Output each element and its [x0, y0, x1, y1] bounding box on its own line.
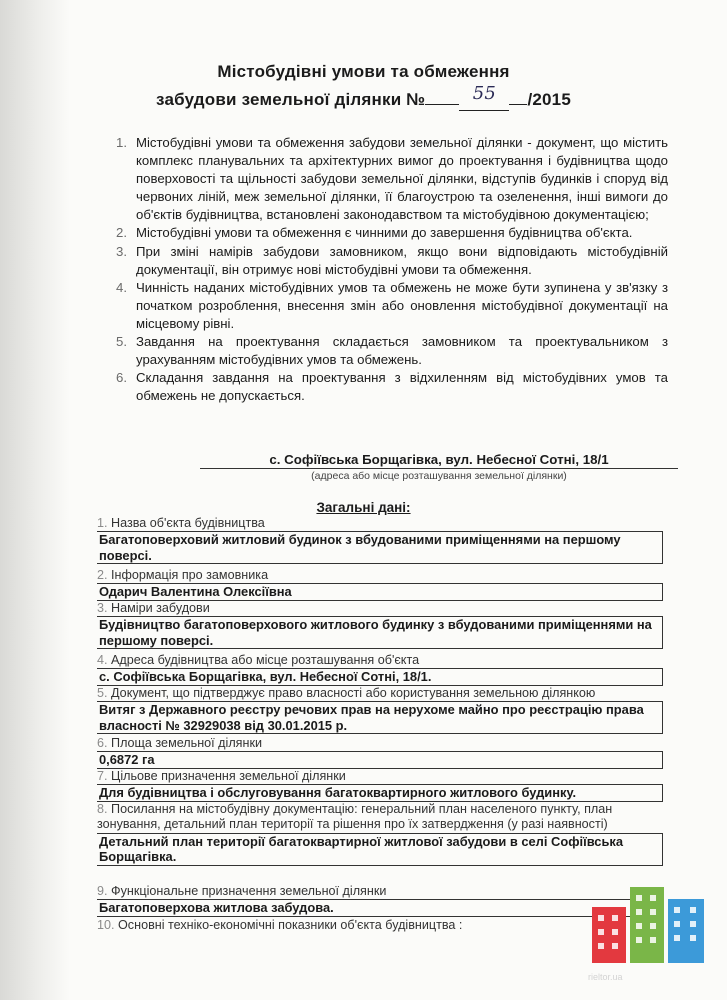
field-number: 2. [97, 568, 108, 582]
intro-item-text: Складання завдання на проектування з відхиленням від містобудівних умов та обмежень не допускається. [136, 370, 668, 404]
field-key-indicators [97, 918, 663, 933]
intro-item-number: 5. [116, 334, 127, 350]
field-label-text: Документ, що підтверджує право власності або користування земельною ділянкою [111, 686, 596, 700]
field-value: с. Софіївська Борщагівка, вул. Небесної Сотні, 18/1. [97, 668, 663, 685]
intro-item-text: Завдання на проектування складається замовником та проектувальником з урахуванням містобудівних умов та обмежень. [136, 334, 668, 368]
field-purpose [97, 769, 663, 802]
number-underline-left [425, 104, 459, 105]
field-label [97, 918, 663, 933]
field-number: 3. [97, 601, 108, 615]
field-value: Будівництво багатоповерхового житлового будинку з вбудованими приміщеннями на першому поверсі. [97, 616, 663, 649]
field-number: 7. [97, 769, 108, 783]
handwritten-number: 55 [472, 83, 497, 104]
field-number: 6. [97, 736, 108, 750]
field-label-text: Назва об'єкта будівництва [111, 516, 265, 530]
watermark-text: rieltor.ua [588, 972, 623, 982]
field-number: 9. [97, 884, 108, 898]
field-value: Витяг з Державного реєстру речових прав на нерухоме майно про реєстрацію права власності № 32929038 від 30.01.2015 р. [97, 701, 663, 734]
intro-item [112, 224, 668, 242]
field-label [97, 601, 663, 616]
intro-item-number: 2. [116, 225, 127, 241]
field-label-text: Адреса будівництва або місце розташування об'єкта [111, 653, 420, 667]
field-land-area [97, 736, 663, 769]
field-label [97, 884, 663, 899]
title-prefix: забудови земельної ділянки № [156, 90, 426, 109]
intro-item-number: 4. [116, 279, 127, 295]
intro-item-number: 1. [116, 135, 127, 150]
intro-item-text: Містобудівні умови та обмеження є чинними до завершення будівництва об'єкта. [136, 225, 633, 241]
field-value: Багатоповерхова житлова забудова. [97, 899, 663, 916]
buildings-logo-icon [590, 885, 708, 965]
field-label-text: Інформація про замовника [111, 568, 269, 582]
field-customer [97, 568, 663, 601]
field-number: 5. [97, 686, 108, 700]
field-value: Одарич Валентина Олексіївна [97, 583, 663, 600]
field-label [97, 769, 663, 784]
field-label [97, 516, 663, 531]
document-title-line2 [0, 83, 727, 111]
number-underline-right [509, 104, 527, 105]
field-value: 0,6872 га [97, 751, 663, 768]
field-label [97, 736, 663, 751]
intro-item-number: 3. [116, 243, 127, 259]
field-intentions [97, 601, 663, 649]
field-ownership-document [97, 686, 663, 734]
intro-item [112, 134, 668, 224]
intro-list [112, 134, 668, 405]
field-label [97, 802, 663, 833]
field-number: 4. [97, 653, 108, 667]
field-label [97, 653, 663, 668]
field-value: Для будівництва і обслуговування багатоквартирного житлового будинку. [97, 784, 663, 801]
field-label-text: Цільове призначення земельної ділянки [111, 769, 346, 783]
intro-item-text: При зміні намірів забудови замовником, якщо вони відповідають містобудівній документації, він отримує нові містобудівні умови та обмеження. [136, 243, 668, 277]
field-label-text: Функціональне призначення земельної ділянки [111, 884, 387, 898]
field-number: 8. [97, 802, 108, 816]
field-label-text: Площа земельної ділянки [111, 736, 262, 750]
field-number: 10. [97, 918, 115, 932]
site-address: с. Софіївська Борщагівка, вул. Небесної Сотні, 18/1 [200, 452, 678, 469]
intro-item-text: Містобудівні умови та обмеження забудови земельної ділянки - документ, що містить комплекс планувальних та архітектурних вимог до проектування і будівництва щодо поверховості та щільності забудови земельної ділянки, відступів будинків і споруд від червоних ліній, меж земельної ділянки, її благоустрою та озеленення, інші вимоги до об'єктів будівництва, встановлені законодавством та містобудівною документацією; [136, 135, 668, 223]
field-value: Детальний план території багатоквартирної житлової забудови в селі Софіївська Борщагівка. [97, 833, 663, 866]
field-label-text: Основні техніко-економічні показники об'єкта будівництва : [118, 918, 463, 932]
field-label-text: Наміри забудови [111, 601, 210, 615]
intro-item [112, 243, 668, 279]
field-object-name [97, 516, 663, 564]
intro-item [112, 369, 668, 405]
general-data-heading: Загальні дані: [316, 500, 411, 515]
number-underline [459, 83, 509, 111]
site-address-caption: (адреса або місце розташування земельної ділянки) [311, 470, 567, 482]
intro-item-number: 6. [116, 370, 127, 386]
intro-item [112, 279, 668, 333]
field-functional-purpose [97, 884, 663, 917]
field-build-address [97, 653, 663, 686]
field-label [97, 568, 663, 583]
field-number: 1. [97, 516, 108, 530]
title-suffix: /2015 [527, 90, 571, 109]
field-label [97, 686, 663, 701]
document-title: Містобудівні умови та обмеження [217, 62, 510, 81]
field-label-text: Посилання на містобудівну документацію: генеральний план населеного пункту, план зонування, детальний план території та рішення про їх затвердження (у разі наявності) [97, 802, 613, 832]
field-planning-docs [97, 802, 663, 866]
intro-item-text: Чинність наданих містобудівних умов та обмежень не може бути зупинена у зв'язку з початком розроблення, внесення змін або оновлення містобудівної документації на місцевому рівні. [136, 279, 668, 331]
intro-item [112, 333, 668, 369]
field-value: Багатоповерховий житловий будинок з вбудованими приміщеннями на першому поверсі. [97, 531, 663, 564]
